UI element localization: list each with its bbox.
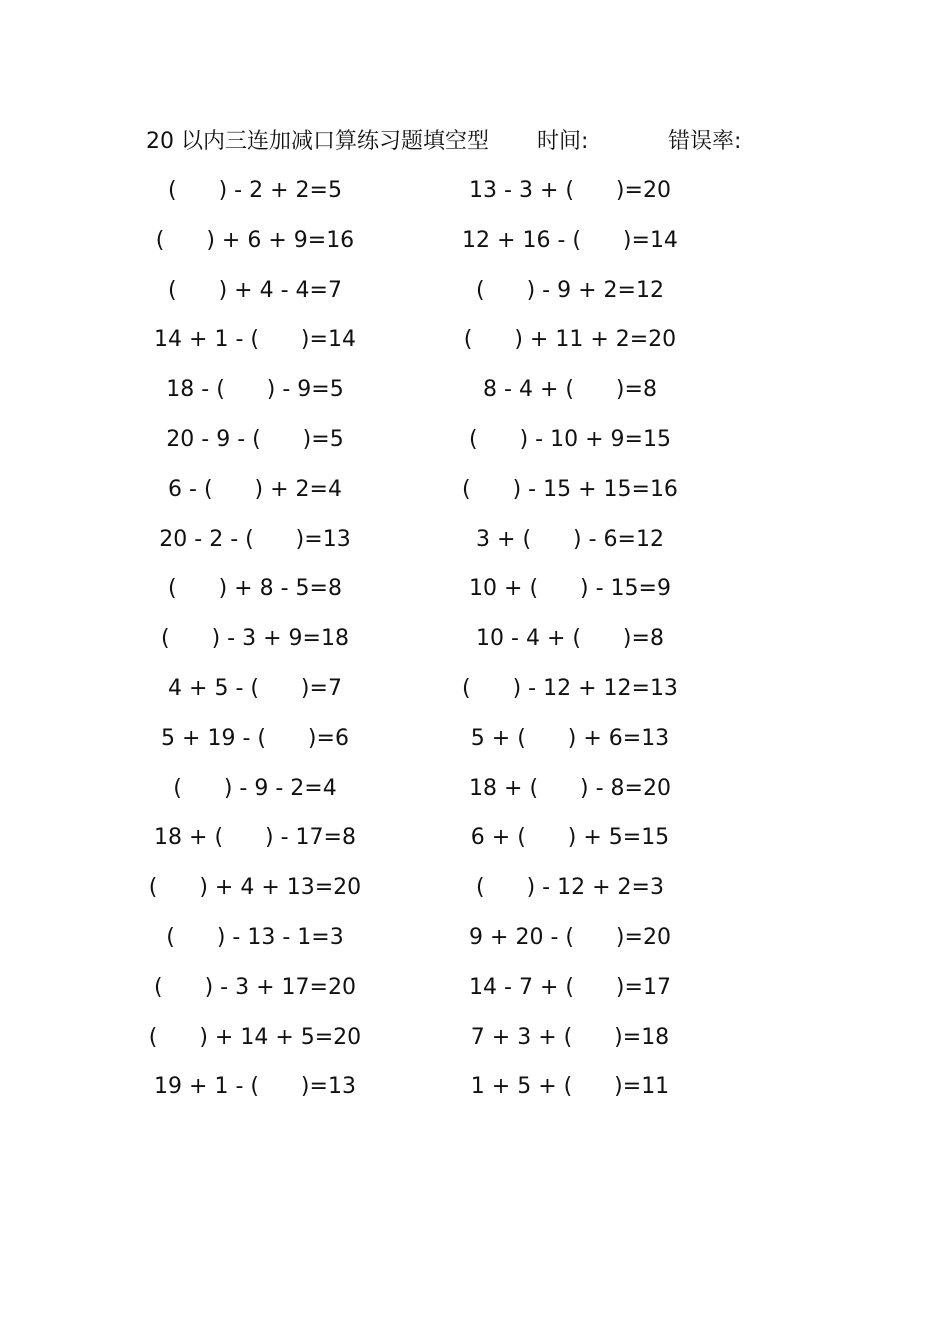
problem-item: ( ) - 15 + 15=16 [462,476,678,502]
error-rate-label: 错误率: [668,129,742,154]
time-label: 时间: [537,129,589,154]
problem-item: 14 - 7 + ( )=17 [469,974,671,1000]
problem-item: 10 - 4 + ( )=8 [476,626,664,652]
problem-item: 8 - 4 + ( )=8 [483,377,657,403]
problem-item: ( ) - 12 + 2=3 [476,875,664,901]
problem-item: ( ) - 9 + 2=12 [476,277,664,303]
problem-item: 10 + ( ) - 15=9 [469,576,671,602]
problem-item: ( ) - 2 + 2=5 [168,178,342,203]
problem-item: 19 + 1 - ( )=13 [154,1074,356,1100]
problem-item: 18 + ( ) - 17=8 [154,825,356,851]
problem-item: 6 - ( ) + 2=4 [168,476,342,502]
problem-item: ( ) - 13 - 1=3 [166,924,344,950]
problem-item: ( ) + 8 - 5=8 [168,576,342,602]
problem-item: 13 - 3 + ( )=20 [469,178,671,203]
problem-item: ( ) - 9 - 2=4 [173,775,337,801]
right-problem-column [450,173,690,1119]
problem-item: ( ) + 4 - 4=7 [168,277,342,303]
problem-item: 20 - 9 - ( )=5 [166,426,344,452]
problem-item: ( ) - 3 + 17=20 [154,974,356,1000]
problem-item: 20 - 2 - ( )=13 [159,526,351,552]
problem-item: ( ) + 4 + 13=20 [148,875,362,901]
problem-item: 5 + 19 - ( )=6 [161,725,349,751]
problem-item: 1 + 5 + ( )=11 [470,1074,670,1100]
worksheet-title: 20 以内三连加减口算练习题填空型 [146,129,489,154]
problem-item: 18 + ( ) - 8=20 [469,775,671,801]
problem-item: 18 - ( ) - 9=5 [166,377,344,403]
problem-item: ( ) + 14 + 5=20 [148,1024,362,1050]
problem-item: 5 + ( ) + 6=13 [470,725,670,751]
problem-item: ( ) - 3 + 9=18 [161,626,349,652]
problem-item: 3 + ( ) - 6=12 [476,526,664,552]
problem-item: 4 + 5 - ( )=7 [168,675,342,701]
problem-item: 9 + 20 - ( )=20 [469,924,671,950]
problem-item: ( ) - 10 + 9=15 [469,426,671,452]
left-problem-column [140,173,370,1119]
problem-item: 7 + 3 + ( )=18 [470,1024,670,1050]
problem-item: 12 + 16 - ( )=14 [462,227,678,253]
problem-item: ( ) + 6 + 9=16 [155,227,355,253]
problem-item: 6 + ( ) + 5=15 [470,825,670,851]
problem-item: ( ) + 11 + 2=20 [463,327,677,353]
problem-item: ( ) - 12 + 12=13 [462,675,678,701]
problem-item: 14 + 1 - ( )=14 [154,327,356,353]
